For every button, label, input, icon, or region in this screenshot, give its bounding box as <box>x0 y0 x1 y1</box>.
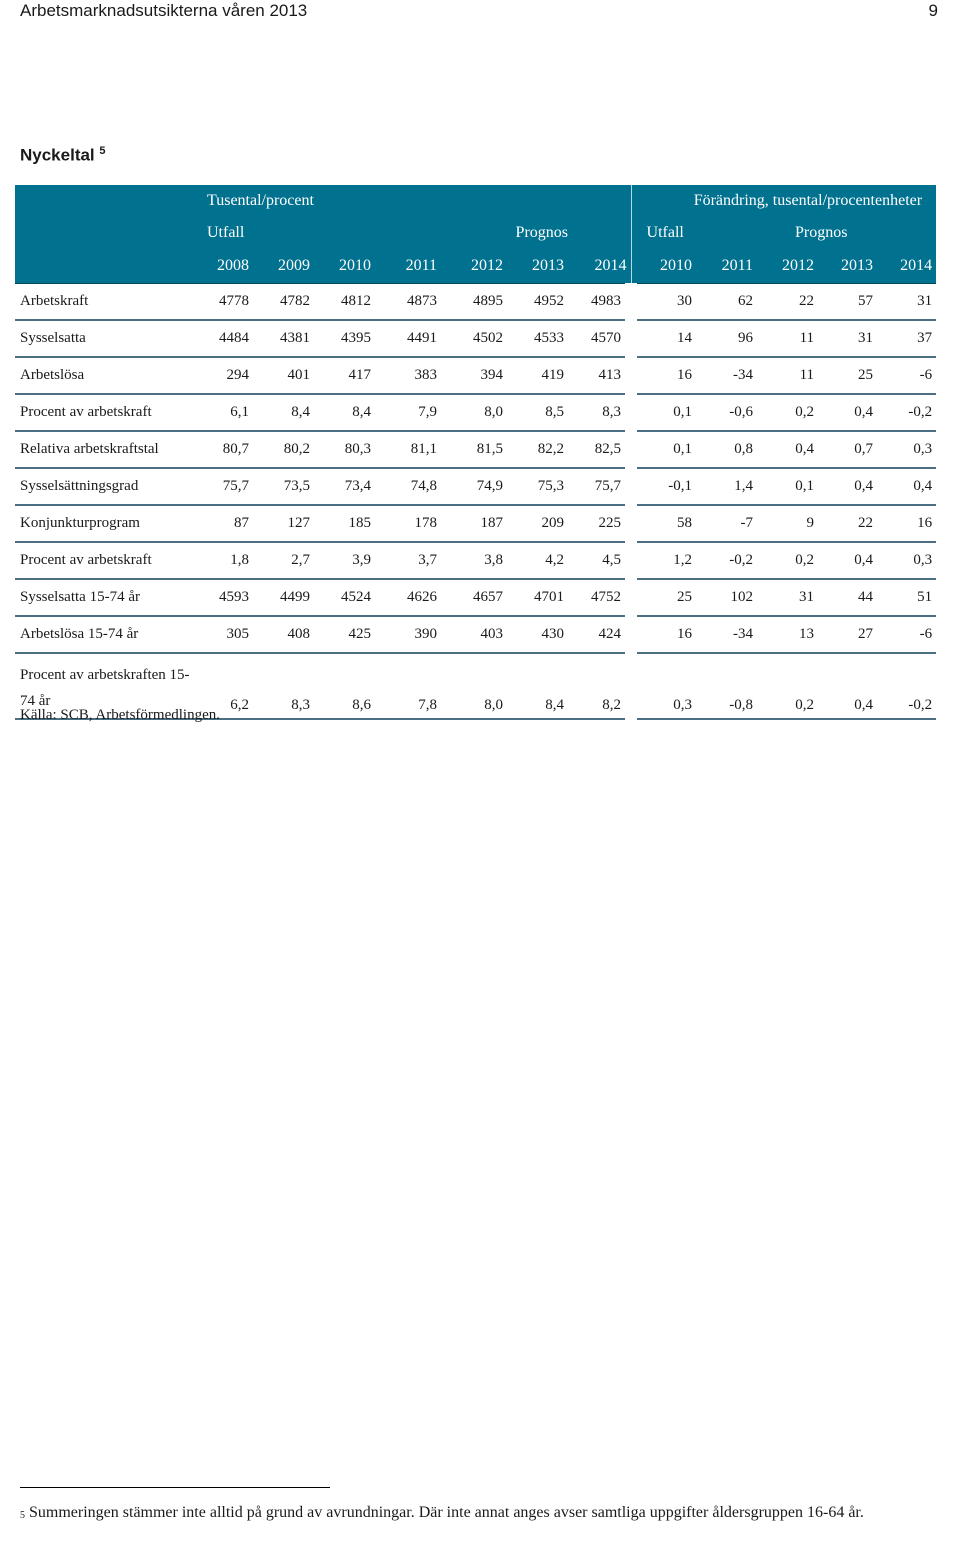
level-cell: 75,7 <box>192 468 253 505</box>
section-title-text: Nyckeltal <box>20 145 95 165</box>
level-cell: 294 <box>192 357 253 394</box>
change-cell: 0,4 <box>818 653 877 719</box>
level-cell: 3,8 <box>441 542 507 579</box>
row-label: Procent av arbetskraft <box>15 542 192 579</box>
level-cell: 8,2 <box>568 653 631 719</box>
change-cell: 1,4 <box>696 468 757 505</box>
document-title: Arbetsmarknadsutsikterna våren 2013 <box>20 1 308 20</box>
level-cell: 73,4 <box>314 468 375 505</box>
source-note: Källa: SCB, Arbetsförmedlingen. <box>20 707 220 723</box>
level-cell: 4782 <box>253 284 314 321</box>
year-header-level: 2012 <box>441 249 507 284</box>
change-cell: -6 <box>877 357 936 394</box>
change-cell: 0,4 <box>877 468 936 505</box>
level-cell: 187 <box>441 505 507 542</box>
change-cell: 0,2 <box>757 542 818 579</box>
row-label: Sysselsättningsgrad <box>15 468 192 505</box>
level-cell: 82,5 <box>568 431 631 468</box>
level-cell: 408 <box>253 616 314 653</box>
level-cell: 413 <box>568 357 631 394</box>
change-cell: 0,2 <box>757 394 818 431</box>
level-cell: 6,2 <box>192 653 253 719</box>
level-cell: 4812 <box>314 284 375 321</box>
year-header-level: 2010 <box>314 249 375 284</box>
change-cell: 0,4 <box>818 394 877 431</box>
level-cell: 4381 <box>253 320 314 357</box>
group-header-level: Tusental/procent <box>192 185 631 217</box>
table-body <box>15 284 936 720</box>
year-header-level: 2008 <box>192 249 253 284</box>
section-title <box>20 145 106 166</box>
level-cell: 8,5 <box>507 394 568 431</box>
change-cell: 16 <box>631 616 696 653</box>
row-label: Konjunkturprogram <box>15 505 192 542</box>
change-cell: -7 <box>696 505 757 542</box>
level-cell: 424 <box>568 616 631 653</box>
level-cell: 4752 <box>568 579 631 616</box>
page-number: 9 <box>928 1 938 20</box>
level-cell: 2,7 <box>253 542 314 579</box>
level-cell: 4873 <box>375 284 441 321</box>
level-cell: 127 <box>253 505 314 542</box>
change-cell: 11 <box>757 320 818 357</box>
level-cell: 4593 <box>192 579 253 616</box>
change-cell: 30 <box>631 284 696 321</box>
change-cell: 22 <box>757 284 818 321</box>
change-cell: 31 <box>757 579 818 616</box>
table-header <box>15 185 936 284</box>
prognos-label-level: Prognos <box>314 217 568 249</box>
footnote-number: 5 <box>20 1510 25 1521</box>
level-cell: 8,3 <box>568 394 631 431</box>
footnote-divider <box>20 1487 330 1488</box>
change-cell: 9 <box>757 505 818 542</box>
running-header <box>20 0 938 22</box>
level-cell: 8,3 <box>253 653 314 719</box>
change-cell: 0,4 <box>757 431 818 468</box>
level-cell: 8,6 <box>314 653 375 719</box>
change-cell: 37 <box>877 320 936 357</box>
change-cell: 0,3 <box>631 653 696 719</box>
level-cell: 4491 <box>375 320 441 357</box>
level-cell: 8,4 <box>507 653 568 719</box>
level-cell: 75,7 <box>568 468 631 505</box>
change-cell: 31 <box>877 284 936 321</box>
level-cell: 209 <box>507 505 568 542</box>
table-row <box>15 542 936 579</box>
table-row <box>15 505 936 542</box>
level-cell: 394 <box>441 357 507 394</box>
table-row <box>15 320 936 357</box>
level-cell: 4626 <box>375 579 441 616</box>
change-cell: 51 <box>877 579 936 616</box>
level-cell: 185 <box>314 505 375 542</box>
level-cell: 82,2 <box>507 431 568 468</box>
level-cell: 8,0 <box>441 394 507 431</box>
level-cell: 81,5 <box>441 431 507 468</box>
table-row <box>15 284 936 321</box>
level-cell: 4952 <box>507 284 568 321</box>
change-cell: 62 <box>696 284 757 321</box>
level-cell: 419 <box>507 357 568 394</box>
level-cell: 8,4 <box>253 394 314 431</box>
level-cell: 7,8 <box>375 653 441 719</box>
row-label: Procent av arbetskraft <box>15 394 192 431</box>
level-cell: 403 <box>441 616 507 653</box>
level-cell: 73,5 <box>253 468 314 505</box>
prognos-label-change: Prognos <box>757 217 936 249</box>
level-cell: 4657 <box>441 579 507 616</box>
footnote-text: Summeringen stämmer inte alltid på grund av avrundningar. Där inte annat anges avser samtliga uppgifter åldersgruppen 16-64 år. <box>29 1504 864 1521</box>
change-cell: 31 <box>818 320 877 357</box>
year-header-level: 2013 <box>507 249 568 284</box>
level-cell: 430 <box>507 616 568 653</box>
level-cell: 225 <box>568 505 631 542</box>
level-cell: 401 <box>253 357 314 394</box>
change-cell: 57 <box>818 284 877 321</box>
level-cell: 417 <box>314 357 375 394</box>
row-label: Relativa arbetskraftstal <box>15 431 192 468</box>
level-cell: 4,2 <box>507 542 568 579</box>
change-cell: 11 <box>757 357 818 394</box>
change-cell: 25 <box>631 579 696 616</box>
group-header-change: Förändring, tusental/procentenheter <box>631 185 936 217</box>
level-cell: 4484 <box>192 320 253 357</box>
level-cell: 80,2 <box>253 431 314 468</box>
level-cell: 87 <box>192 505 253 542</box>
level-cell: 7,9 <box>375 394 441 431</box>
level-cell: 1,8 <box>192 542 253 579</box>
change-cell: -6 <box>877 616 936 653</box>
table-row <box>15 579 936 616</box>
change-cell: -34 <box>696 616 757 653</box>
level-cell: 4499 <box>253 579 314 616</box>
change-cell: 0,3 <box>877 431 936 468</box>
level-cell: 3,9 <box>314 542 375 579</box>
level-cell: 80,7 <box>192 431 253 468</box>
level-cell: 4502 <box>441 320 507 357</box>
year-header-row <box>15 249 936 284</box>
year-header-level: 2014 <box>568 249 631 284</box>
table-row <box>15 468 936 505</box>
footnote <box>20 1501 950 1525</box>
year-header-change: 2012 <box>757 249 818 284</box>
level-cell: 74,8 <box>375 468 441 505</box>
row-label: Arbetskraft <box>15 284 192 321</box>
table-row <box>15 357 936 394</box>
level-cell: 383 <box>375 357 441 394</box>
year-header-level: 2009 <box>253 249 314 284</box>
row-label: Sysselsatta 15-74 år <box>15 579 192 616</box>
row-label: Arbetslösa 15-74 år <box>15 616 192 653</box>
level-cell: 4533 <box>507 320 568 357</box>
change-cell: 0,3 <box>877 542 936 579</box>
level-cell: 4778 <box>192 284 253 321</box>
change-cell: 44 <box>818 579 877 616</box>
level-cell: 4524 <box>314 579 375 616</box>
change-cell: -0,8 <box>696 653 757 719</box>
level-cell: 305 <box>192 616 253 653</box>
change-cell: 0,1 <box>631 394 696 431</box>
change-cell: 0,7 <box>818 431 877 468</box>
change-cell: 1,2 <box>631 542 696 579</box>
year-header-change: 2010 <box>631 249 696 284</box>
level-cell: 4895 <box>441 284 507 321</box>
row-label: Procent av arbetskraften 15-74 år <box>15 653 192 719</box>
level-cell: 4395 <box>314 320 375 357</box>
year-header-level: 2011 <box>375 249 441 284</box>
row-label: Sysselsatta <box>15 320 192 357</box>
table-row <box>15 394 936 431</box>
footnote-reference: 5 <box>99 145 106 157</box>
level-cell: 3,7 <box>375 542 441 579</box>
year-header-change: 2011 <box>696 249 757 284</box>
level-cell: 4,5 <box>568 542 631 579</box>
level-cell: 425 <box>314 616 375 653</box>
change-cell: 58 <box>631 505 696 542</box>
change-cell: -0,1 <box>631 468 696 505</box>
level-cell: 8,0 <box>441 653 507 719</box>
row-label: Arbetslösa <box>15 357 192 394</box>
change-cell: -0,2 <box>877 394 936 431</box>
level-cell: 80,3 <box>314 431 375 468</box>
level-cell: 75,3 <box>507 468 568 505</box>
utfall-label-level: Utfall <box>192 217 314 249</box>
change-cell: 14 <box>631 320 696 357</box>
level-cell: 74,9 <box>441 468 507 505</box>
year-header-change: 2014 <box>877 249 936 284</box>
level-cell: 390 <box>375 616 441 653</box>
change-cell: 0,1 <box>757 468 818 505</box>
change-cell: 27 <box>818 616 877 653</box>
level-cell: 8,4 <box>314 394 375 431</box>
change-cell: -0,2 <box>696 542 757 579</box>
change-cell: 0,4 <box>818 542 877 579</box>
change-cell: -34 <box>696 357 757 394</box>
table-row <box>15 616 936 653</box>
change-cell: 0,1 <box>631 431 696 468</box>
change-cell: 16 <box>631 357 696 394</box>
change-cell: 0,2 <box>757 653 818 719</box>
level-cell: 178 <box>375 505 441 542</box>
change-cell: -0,6 <box>696 394 757 431</box>
change-cell: 22 <box>818 505 877 542</box>
key-figures-table <box>15 185 936 720</box>
level-cell: 6,1 <box>192 394 253 431</box>
change-cell: 96 <box>696 320 757 357</box>
level-cell: 4983 <box>568 284 631 321</box>
change-cell: 0,4 <box>818 468 877 505</box>
level-cell: 4701 <box>507 579 568 616</box>
change-cell: -0,2 <box>877 653 936 719</box>
change-cell: 16 <box>877 505 936 542</box>
table-row <box>15 431 936 468</box>
change-cell: 0,8 <box>696 431 757 468</box>
level-cell: 4570 <box>568 320 631 357</box>
change-cell: 25 <box>818 357 877 394</box>
change-cell: 102 <box>696 579 757 616</box>
change-cell: 13 <box>757 616 818 653</box>
year-header-change: 2013 <box>818 249 877 284</box>
level-cell: 81,1 <box>375 431 441 468</box>
utfall-label-change: Utfall <box>631 217 757 249</box>
